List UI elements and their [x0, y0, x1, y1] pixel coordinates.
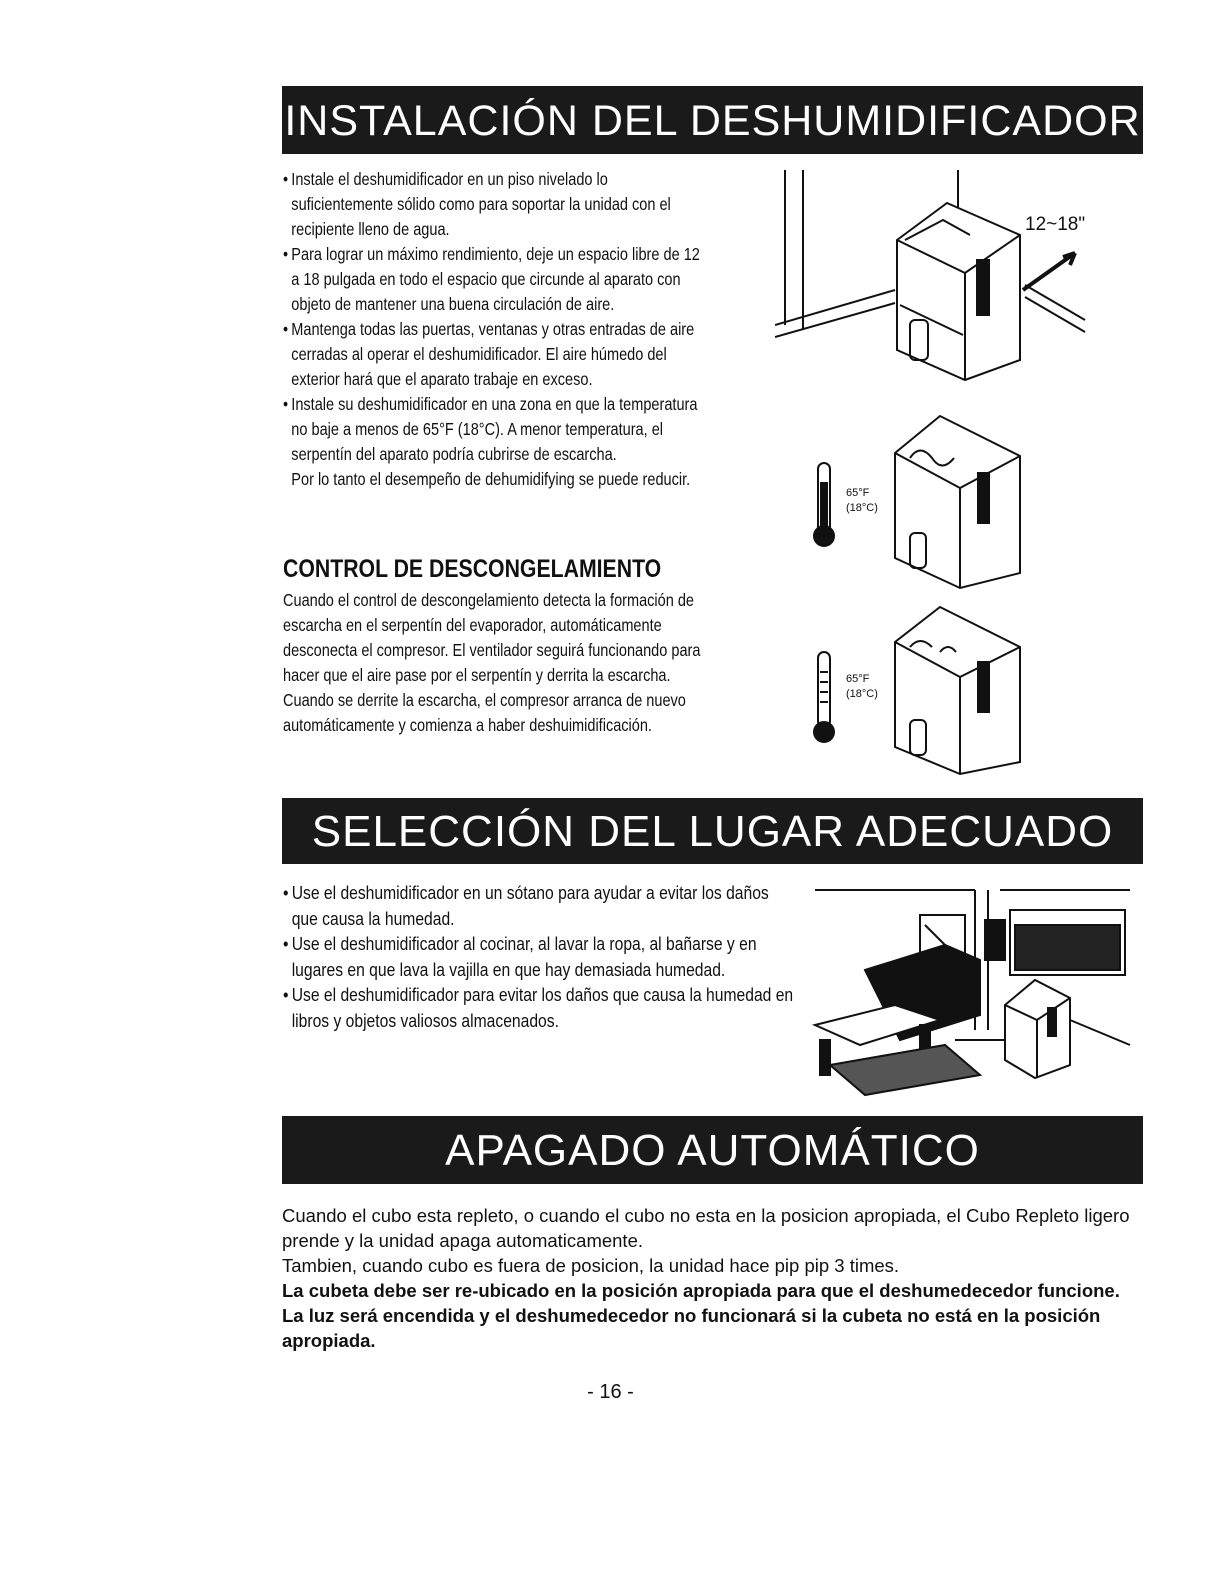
auto-off-para-2: Tambien, cuando cubo es fuera de posicion, la unidad hace pip pip 3 times.: [282, 1255, 900, 1276]
section-banner-installation: INSTALACIÓN DEL DESHUMIDIFICADOR: [282, 86, 1143, 154]
location-text: [283, 881, 796, 1034]
installation-text: [283, 167, 702, 492]
location-bullet: • Use el deshumidificador para evitar los daños que causa la humedad en libros y objetos valiosos almacenados.: [283, 983, 796, 1034]
location-bullet: • Use el deshumidificador en un sótano para ayudar a evitar los daños que causa la humedad.: [283, 881, 796, 932]
installation-bullet: • Mantenga todas las puertas, ventanas y otras entradas de aire cerradas al operar el deshumidificador. El aire húmedo del exterior hará que el aparato trabaje en exceso.: [283, 317, 702, 392]
page-number: - 16 -: [587, 1381, 634, 1403]
frost-temp-c: (18°C): [846, 502, 878, 514]
installation-bullet-text: • Instale su deshumidificador en una zona en que la temperatura no baje a menos de 65°F (18°C). A menor temperatura, el serpentín del aparato podría cubrirse de escarcha.: [291, 394, 698, 464]
defrost-heading: CONTROL DE DESCONGELAMIENTO: [283, 555, 662, 583]
clearance-label: 12~18": [1025, 214, 1086, 235]
installation-note: Por lo tanto el desempeño de dehumidifying se puede reducir.: [291, 469, 691, 489]
installation-bullet: • Para lograr un máximo rendimiento, deje un espacio libre de 12 a 18 pulgada en todo el espacio que circunde al aparato con objeto de mantener una buena circulación de aire.: [283, 242, 702, 317]
installation-bullet: • Instale el deshumidificador en un piso nivelado lo suficientemente sólido como para soportar la unidad con el recipiente lleno de agua.: [283, 167, 702, 242]
location-bullet: • Use el deshumidificador al cocinar, al lavar la ropa, al bañarse y en lugares en que lava la vajilla en que hay demasiada humedad.: [283, 932, 796, 983]
installation-bullet: [283, 392, 702, 492]
frost-temp-f-2: 65°F: [846, 673, 870, 685]
room-illustration: [805, 880, 1135, 1105]
defrost-body: Cuando el control de descongelamiento detecta la formación de escarcha en el serpentín del evaporador, automáticamente desconecta el compresor. El ventilador seguirá funcionando para hacer que el aire pase por el serpentín y derrita la escarcha. Cuando se derrite la escarcha, el compresor arranca de nuevo automáticamente y comienza a haber deshuimidificación.: [283, 590, 701, 735]
frost-illustration-1: [810, 408, 1030, 593]
section-banner-auto-off: APAGADO AUTOMÁTICO: [282, 1116, 1143, 1184]
frost-temp-f: 65°F: [846, 487, 870, 499]
section-banner-location: SELECCIÓN DEL LUGAR ADECUADO: [282, 798, 1143, 864]
auto-off-text: [282, 1203, 1142, 1353]
clearance-illustration: [775, 165, 1095, 390]
auto-off-warning: La cubeta debe ser re-ubicado en la posición apropiada para que el deshumedecedor funcione. La luz será encendida y el deshumedecedor no funcionará si la cubeta no está en la posición apropiada.: [282, 1280, 1120, 1351]
auto-off-para-1: Cuando el cubo esta repleto, o cuando el cubo no esta en la posicion apropiada, el Cubo Repleto ligero prende y la unidad apaga automaticamente.: [282, 1205, 1130, 1251]
frost-temp-c-2: (18°C): [846, 688, 878, 700]
frost-illustration-2: [810, 602, 1030, 777]
